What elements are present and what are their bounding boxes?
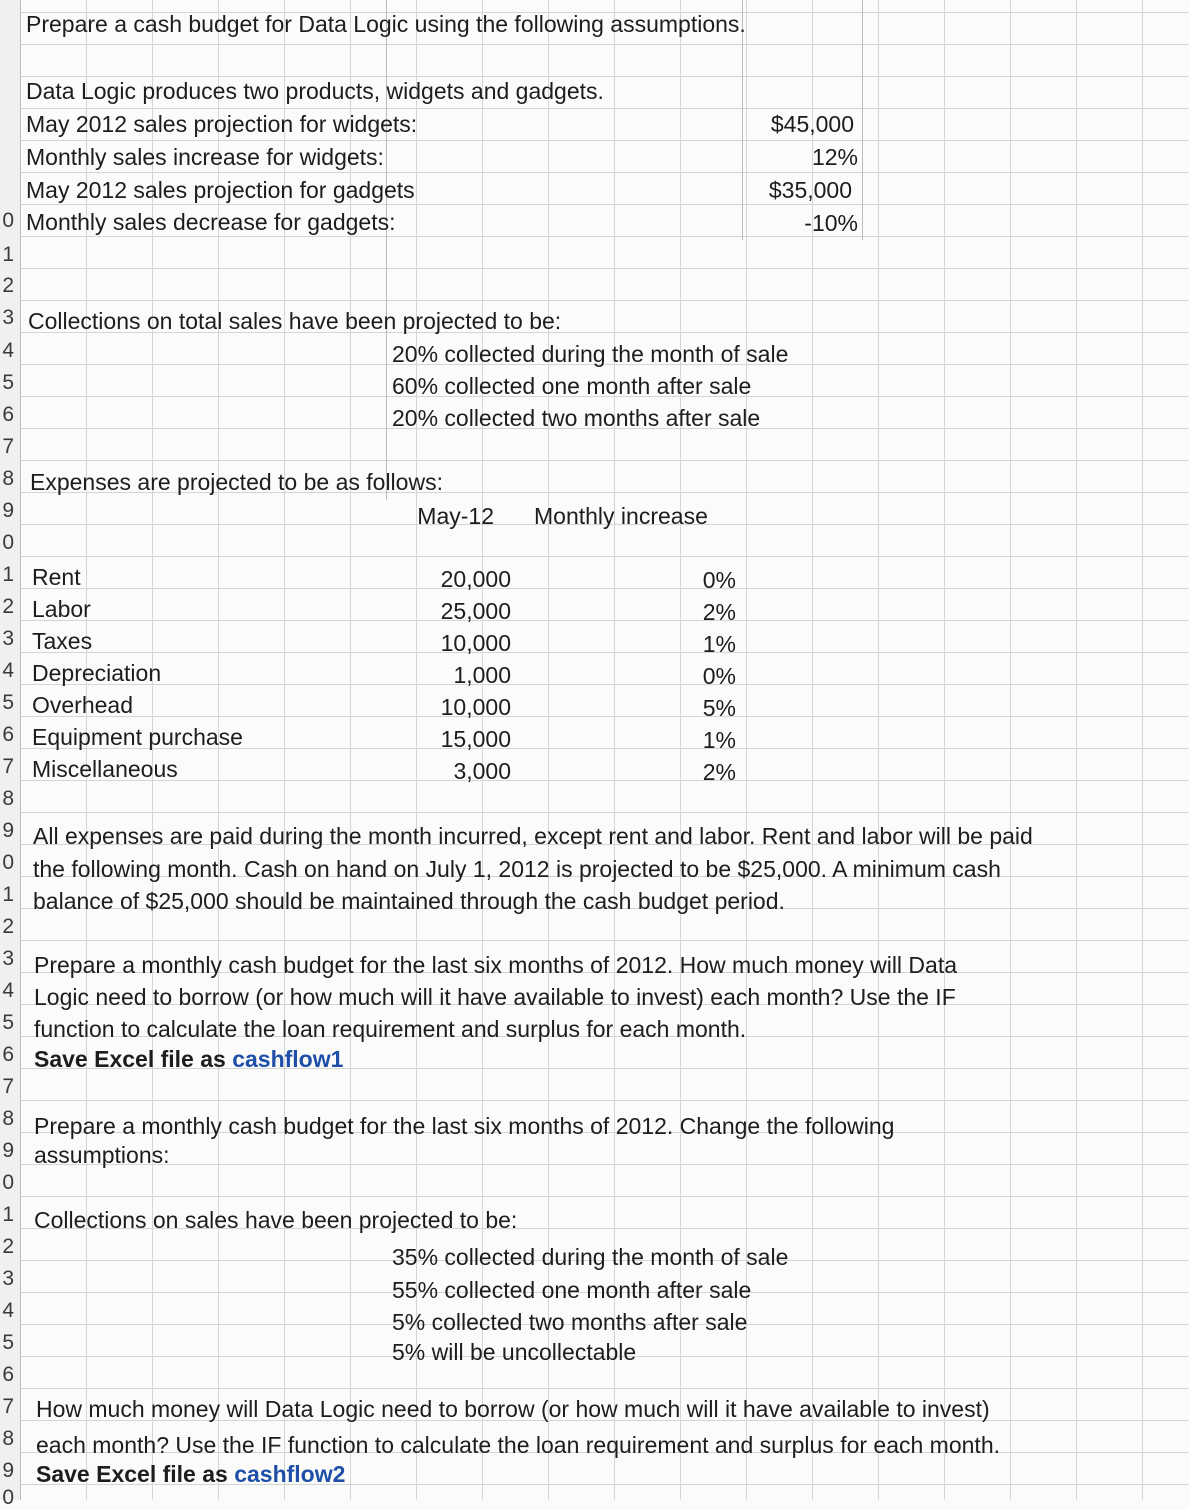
collections-heading: Collections on total sales have been projected to be: — [28, 308, 562, 334]
row-number[interactable]: 0 — [2, 209, 14, 232]
save-filename: cashflow1 — [232, 1046, 344, 1072]
row-number[interactable]: 7 — [2, 435, 14, 458]
save-filename: cashflow2 — [234, 1461, 346, 1487]
expense-name: Rent — [32, 564, 81, 590]
row-number[interactable]: 3 — [2, 1267, 14, 1290]
expenses-heading: Expenses are projected to be as follows: — [30, 469, 443, 495]
collection-term: 5% collected two months after sale — [392, 1309, 748, 1335]
collection-term: 5% will be uncollectable — [392, 1339, 637, 1365]
collection-term: 20% collected during the month of sale — [392, 341, 789, 367]
task2-collections-heading: Collections on sales have been projected to be: — [34, 1207, 518, 1233]
collection-term: 60% collected one month after sale — [392, 373, 752, 399]
task2-line: assumptions: — [34, 1142, 170, 1168]
row-number[interactable]: 6 — [2, 403, 14, 426]
row-number[interactable]: 4 — [2, 659, 14, 682]
row-number[interactable]: 9 — [2, 819, 14, 842]
assumption-label: Monthly sales increase for widgets: — [26, 144, 384, 170]
row-number[interactable]: 1 — [2, 563, 14, 586]
row-number[interactable]: 8 — [2, 1107, 14, 1130]
task2-question-line: each month? Use the IF function to calculate the loan requirement and surplus for each month. — [36, 1432, 1001, 1458]
note-line: balance of $25,000 should be maintained through the cash budget period. — [33, 888, 785, 914]
expense-increase[interactable]: 2% — [702, 759, 736, 785]
task1-save-instruction — [34, 1045, 343, 1073]
task2-question-line: How much money will Data Logic need to borrow (or how much will it have available to invest) — [36, 1396, 990, 1422]
expense-name: Overhead — [32, 692, 134, 718]
row-number[interactable]: 4 — [2, 979, 14, 1002]
row-number[interactable]: 0 — [2, 1171, 14, 1194]
assumption-value[interactable]: $35,000 — [768, 177, 852, 203]
expense-increase[interactable]: 0% — [702, 567, 736, 593]
assumption-value[interactable]: -10% — [804, 210, 858, 236]
row-number[interactable]: 6 — [2, 1363, 14, 1386]
expense-amount[interactable]: 1,000 — [453, 662, 511, 688]
row-number[interactable]: 3 — [2, 627, 14, 650]
expense-amount[interactable]: 3,000 — [453, 758, 511, 784]
expense-increase[interactable]: 5% — [702, 695, 736, 721]
page-title: Prepare a cash budget for Data Logic using the following assumptions. — [26, 11, 746, 37]
expense-name: Taxes — [32, 628, 93, 654]
expense-amount[interactable]: 15,000 — [440, 726, 511, 752]
expense-amount[interactable]: 20,000 — [440, 566, 511, 592]
expense-name: Miscellaneous — [32, 756, 178, 782]
row-number[interactable]: 4 — [2, 339, 14, 362]
row-number[interactable]: 5 — [2, 1011, 14, 1034]
row-number[interactable]: 0 — [2, 851, 14, 874]
row-number[interactable]: 9 — [2, 1139, 14, 1162]
expense-increase[interactable]: 1% — [702, 727, 736, 753]
row-number[interactable]: 5 — [2, 371, 14, 394]
row-number[interactable]: 7 — [2, 1395, 14, 1418]
row-number[interactable]: 4 — [2, 1299, 14, 1322]
row-number[interactable]: 7 — [2, 755, 14, 778]
expense-increase[interactable]: 0% — [702, 663, 736, 689]
row-number[interactable]: 8 — [2, 787, 14, 810]
expenses-column-increase: Monthly increase — [534, 503, 708, 529]
task2-line: Prepare a monthly cash budget for the last six months of 2012. Change the following — [34, 1113, 895, 1139]
row-number[interactable]: 3 — [2, 947, 14, 970]
expenses-column-month: May-12 — [417, 503, 494, 529]
expense-amount[interactable]: 10,000 — [440, 694, 511, 720]
column-border — [386, 0, 387, 500]
row-number[interactable]: 5 — [2, 691, 14, 714]
row-number[interactable]: 8 — [2, 467, 14, 490]
row-number[interactable]: 1 — [2, 243, 14, 266]
expense-increase[interactable]: 1% — [702, 631, 736, 657]
collection-term: 35% collected during the month of sale — [392, 1244, 789, 1270]
assumption-label: Monthly sales decrease for gadgets: — [26, 209, 396, 235]
note-line: All expenses are paid during the month incurred, except rent and labor. Rent and labor will be paid — [33, 823, 1033, 849]
row-number[interactable]: 6 — [2, 723, 14, 746]
assumption-value[interactable]: 12% — [811, 144, 858, 170]
expense-name: Equipment purchase — [32, 724, 243, 750]
row-number[interactable]: 1 — [2, 1203, 14, 1226]
task2-save-instruction — [36, 1460, 345, 1488]
column-border — [862, 0, 863, 240]
row-number[interactable]: 2 — [2, 274, 14, 297]
row-number[interactable]: 9 — [2, 499, 14, 522]
row-number[interactable]: 6 — [2, 1043, 14, 1066]
note-line: the following month. Cash on hand on July 1, 2012 is projected to be $25,000. A minimum cash — [33, 856, 1001, 882]
row-number[interactable]: 8 — [2, 1427, 14, 1450]
assumption-value[interactable]: $45,000 — [770, 111, 854, 137]
row-number[interactable]: 0 — [2, 531, 14, 554]
assumptions-intro: Data Logic produces two products, widgets and gadgets. — [26, 78, 604, 104]
collection-term: 55% collected one month after sale — [392, 1277, 752, 1303]
task1-line: Prepare a monthly cash budget for the last six months of 2012. How much money will Data — [34, 952, 958, 978]
assumption-label: May 2012 sales projection for gadgets — [26, 177, 415, 203]
save-prefix: Save Excel file as — [34, 1046, 226, 1072]
assumption-label: May 2012 sales projection for widgets: — [26, 111, 418, 137]
row-number[interactable]: 9 — [2, 1459, 14, 1482]
expense-increase[interactable]: 2% — [702, 599, 736, 625]
expense-amount[interactable]: 10,000 — [440, 630, 511, 656]
row-number[interactable]: 2 — [2, 595, 14, 618]
collection-term: 20% collected two months after sale — [392, 405, 761, 431]
task1-line: function to calculate the loan requirement and surplus for each month. — [34, 1016, 747, 1042]
row-number[interactable]: 3 — [2, 306, 14, 329]
task1-line: Logic need to borrow (or how much will it have available to invest) each month? Use the IF — [34, 984, 956, 1010]
row-number[interactable]: 5 — [2, 1331, 14, 1354]
row-number[interactable]: 0 — [2, 1486, 14, 1509]
row-header-column — [0, 0, 21, 1509]
expense-name: Labor — [32, 596, 91, 622]
expense-name: Depreciation — [32, 660, 162, 686]
row-number[interactable]: 2 — [2, 1235, 14, 1258]
row-number[interactable]: 2 — [2, 915, 14, 938]
expense-amount[interactable]: 25,000 — [440, 598, 511, 624]
row-number[interactable]: 7 — [2, 1075, 14, 1098]
save-prefix: Save Excel file as — [36, 1461, 228, 1487]
row-number[interactable]: 1 — [2, 883, 14, 906]
